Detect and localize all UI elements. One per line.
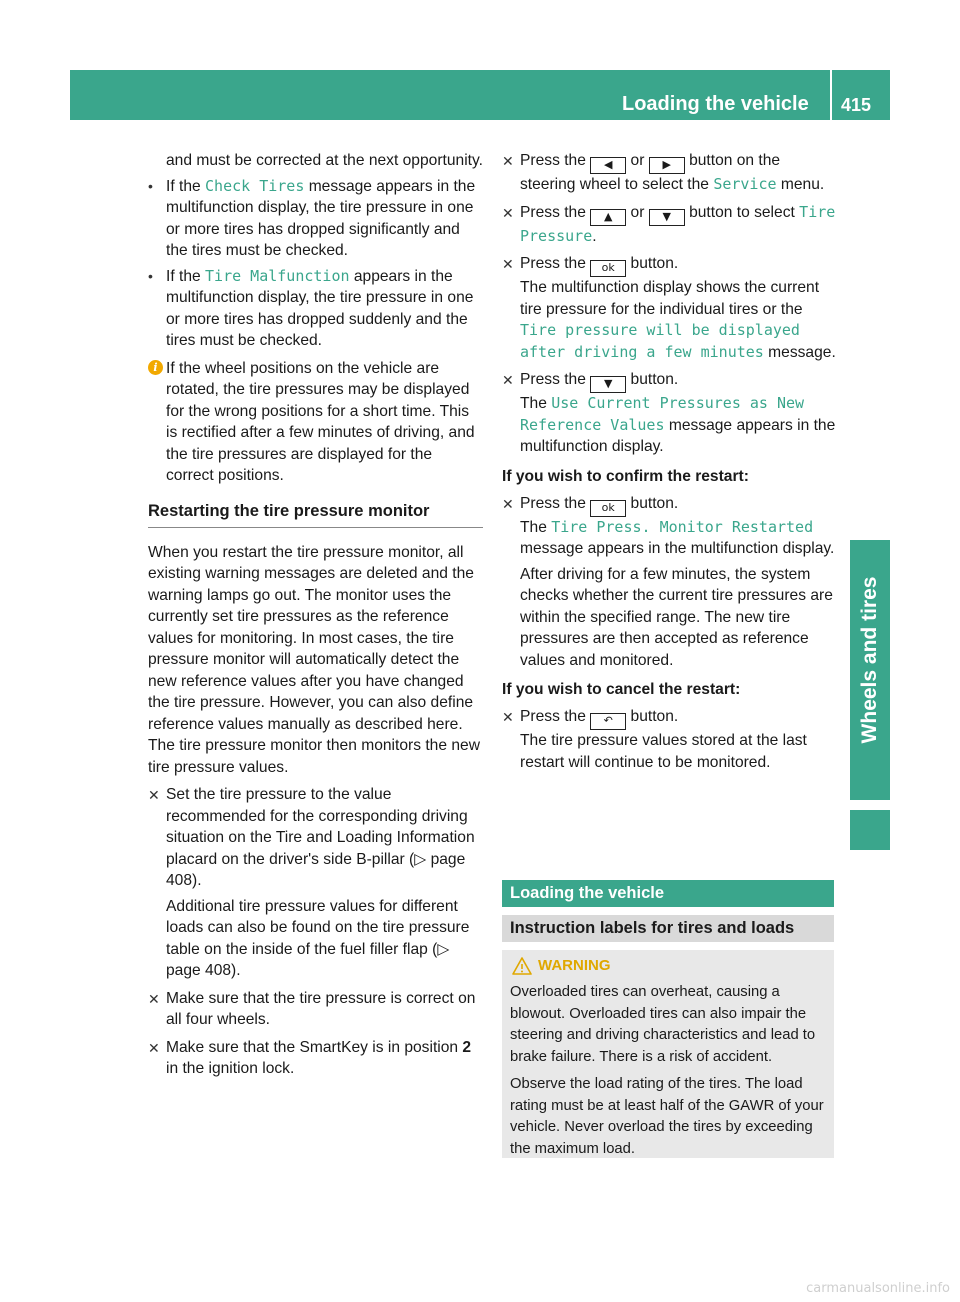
step-press-ok-result: The multifunction display shows the current tire pressure for the individual tires or the Tire pressure will be displayed after driving a few minutes message.	[520, 279, 836, 361]
step-arrow-icon: ✕	[502, 495, 514, 512]
step-arrow-icon: ✕	[148, 1039, 160, 1056]
warning-triangle-icon	[512, 956, 532, 976]
page-number: 415	[841, 95, 872, 115]
header-divider	[830, 70, 832, 120]
info-note: i If the wheel positions on the vehicle are rotated, the tire pressures may be displayed for the wrong positions for a short time. This is rectified after a few minutes of driving, and the tire pressures are displayed for the correct positions.	[148, 358, 483, 487]
page-header-title: Loading the vehicle	[622, 93, 809, 115]
step-set-pressure-note: Additional tire pressure values for different loads can also be found on the tire pressure table on the inside of the fuel filler flap (▷ page 408).	[166, 897, 470, 979]
warning-box	[502, 950, 834, 1158]
warning-title: WARNING	[510, 956, 826, 976]
right-arrow-key-icon: ▶	[649, 157, 685, 174]
subsection-title-bar: Instruction labels for tires and loads	[502, 915, 834, 942]
ok-key-icon: ok	[590, 500, 626, 517]
section-title-bar: Loading the vehicle	[502, 880, 834, 907]
step-select-service: ✕ Press the ◀ or ▶ button on the steering wheel to select the Service menu.	[502, 152, 825, 193]
warning-paragraph-2: Observe the load rating of the tires. The load rating must be at least half of the GAWR of your vehicle. Never overload the tires by exceeding the maximum load.	[510, 1076, 824, 1157]
step-press-ok: ✕ Press the ok button.	[502, 253, 836, 277]
left-column	[148, 150, 483, 1080]
step-arrow-icon: ✕	[502, 153, 514, 169]
step-confirm-ok: ✕ Press the ok button.	[502, 493, 836, 517]
bullet-icon: •	[148, 177, 153, 194]
step-select-tire-pressure: ✕ Press the ▲ or ▼ button to select Tire Pressure.	[502, 202, 836, 245]
info-icon: i	[148, 360, 163, 375]
step-arrow-icon: ✕	[502, 372, 514, 388]
left-arrow-key-icon: ◀	[590, 157, 626, 174]
step-check-all-wheels: ✕ Make sure that the tire pressure is correct on all four wheels.	[148, 989, 476, 1028]
bullet-tire-malfunction: • If the Tire Malfunction appears in the multifunction display, the tire pressure in one or more tires has dropped suddenly and the tires must be checked.	[148, 266, 474, 349]
step-cancel-back: ✕ Press the ↶ button.	[502, 706, 836, 730]
ok-key-icon: ok	[590, 260, 626, 277]
confirm-heading: If you wish to confirm the restart:	[502, 467, 749, 485]
step-confirm-result: The Tire Press. Monitor Restarted message appears in the multifunction display.	[520, 517, 835, 557]
continued-text: and must be corrected at the next opportunity.	[166, 152, 483, 169]
step-arrow-icon: ✕	[148, 787, 160, 803]
down-arrow-key-icon: ▼	[590, 376, 626, 393]
step-cancel-result: The tire pressure values stored at the last restart will continue to be monitored.	[520, 732, 807, 771]
step-arrow-icon: ✕	[502, 256, 514, 272]
warning-paragraph-1: Overloaded tires can overheat, causing a blowout. Overloaded tires can also impair the steering and driving characteristics and lead to brake failure. There is a risk of accident.	[510, 984, 816, 1065]
side-marker-square	[850, 810, 890, 850]
down-arrow-key-icon: ▼	[649, 209, 685, 226]
step-arrow-icon: ✕	[148, 990, 160, 1007]
step-arrow-icon: ✕	[502, 204, 514, 221]
bullet-icon: •	[148, 267, 153, 284]
section-heading: Restarting the tire pressure monitor	[148, 501, 483, 528]
up-arrow-key-icon: ▲	[590, 209, 626, 226]
back-key-icon: ↶	[590, 713, 626, 730]
intro-paragraph: When you restart the tire pressure monitor, all existing warning messages are deleted and the warning lamps go out. The monitor uses the currently set tire pressures as the reference values for monitoring. In most cases, the tire pressure monitor will automatically detect the new reference values after you have changed the tire pressure. However, you can also define reference values manually as described here. The tire pressure monitor then monitors the new tire pressure values.	[148, 543, 480, 776]
step-press-down: ✕ Press the ▼ button.	[502, 369, 836, 393]
step-confirm-result-2: After driving for a few minutes, the system checks whether the current tire pressures are within the specified range. The new tire pressures are then accepted as reference values and monitored.	[520, 565, 833, 669]
cancel-heading: If you wish to cancel the restart:	[502, 681, 741, 698]
step-set-pressure: ✕ Set the tire pressure to the value recommended for the corresponding driving situation on the Tire and Loading Information placard on the driver's side B-pillar (▷ page 408).	[148, 786, 475, 889]
step-arrow-icon: ✕	[502, 709, 514, 725]
watermark: carmanualsonline.info	[806, 1281, 950, 1296]
step-smartkey: ✕ Make sure that the SmartKey is in position 2 in the ignition lock.	[148, 1038, 472, 1077]
step-press-down-result: The Use Current Pressures as New Reference Values message appears in the multifunction display.	[520, 394, 836, 455]
right-column	[502, 150, 836, 773]
bullet-check-tires: • If the Check Tires message appears in the multifunction display, the tire pressure in one or more tires has dropped significantly and the tires must be checked.	[148, 176, 476, 259]
